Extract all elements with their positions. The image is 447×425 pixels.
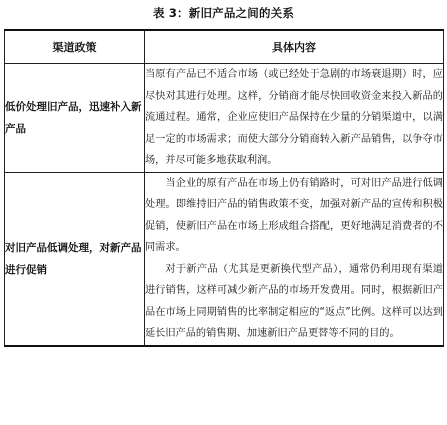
column-header-channel-policy: 渠道政策: [5, 30, 145, 64]
content-cell: [145, 172, 444, 346]
content-paragraph: 当原有产品已不适合市场（或已经处于急剧的市场衰退期）时，应尽快对其进行处理。这样，分销商才能尽快回收资金来投入新品的流通过程。通常，企业应使旧产品保持在少量的分销渠道中，以满足一定的市场需求；而使大部分分销商转入新产品销售，以争夺市场，并尽可能多地获取利润。: [145, 69, 443, 166]
product-relationship-table: [4, 29, 444, 347]
content-paragraph: 当企业的原有产品在市场上仍有销路时，可对旧产品进行低调处理。即维持旧产品的销售政策不变，加强对新产品的宣传和积极促销，使新旧产品在市场上形成组合搭配，更好地满足消费者的不同需求。: [145, 177, 443, 253]
table-header-row: [5, 30, 444, 64]
content-cell: [145, 64, 444, 173]
table-caption: 表 3：新旧产品之间的关系: [152, 6, 295, 20]
content-paragraph: 对于新产品（尤其是更新换代型产品），通常仍利用现有渠道进行销售，这样可减少新产品的市场开发费用。同时，根据新旧产品在市场上同期销售的比率制定相应的“返点”比例。这样可以达到延长旧产品的销售期、加速新旧产品更替等不同的目的。: [145, 263, 443, 339]
table-row: [5, 172, 444, 346]
strategy-cell: 对旧产品低调处理，对新产品进行促销: [5, 172, 145, 346]
table-row: [5, 64, 444, 173]
strategy-cell: 低价处理旧产品，迅速补入新产品: [5, 64, 145, 173]
column-header-details: 具体内容: [145, 30, 444, 64]
